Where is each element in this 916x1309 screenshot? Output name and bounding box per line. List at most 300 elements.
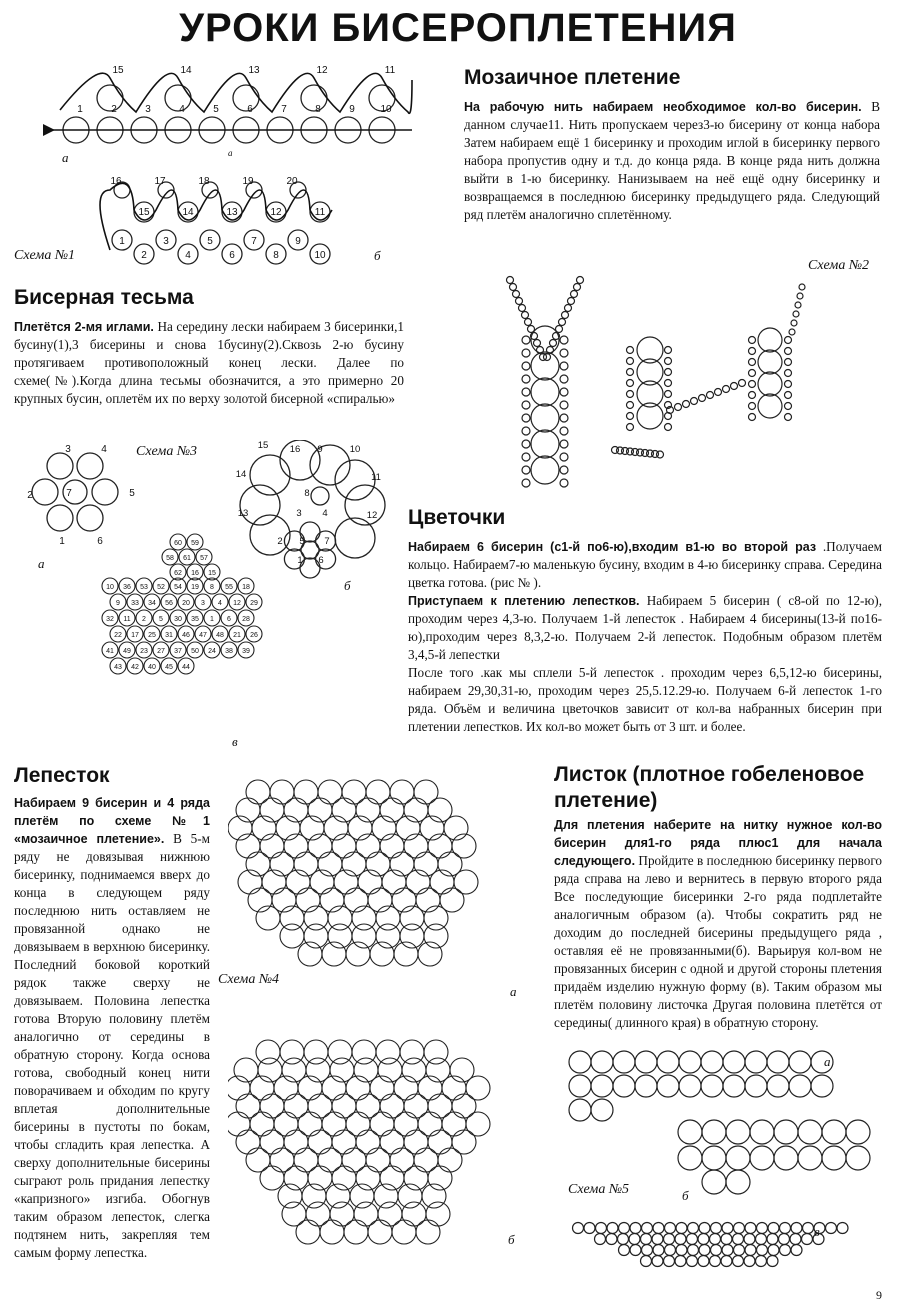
bead [560,362,568,370]
bead [335,518,375,558]
bead [522,440,530,448]
bead [722,1245,733,1256]
scheme1b-row1-number: 1 [119,236,125,247]
bead [296,1220,320,1244]
bead [233,85,259,111]
bead [560,440,568,448]
bead [726,1120,750,1144]
bead [702,1170,726,1194]
bead [531,430,559,458]
scheme3v-bead-number: 27 [157,648,165,655]
bead [653,1245,664,1256]
scheme3v-bead-number: 60 [174,540,182,547]
bead [416,1220,440,1244]
scheme3-label-a: а [38,556,45,571]
scheme3a-bead-number: 4 [101,444,107,455]
bead [785,392,792,399]
scheme1a-bead-number: 2 [111,104,117,115]
bead [688,1223,699,1234]
scheme3b-bead-number: 7 [324,536,330,547]
bead [606,1234,617,1245]
scheme3v-bead-number: 31 [165,632,173,639]
bead [665,369,672,376]
scheme3v-bead-number: 44 [182,664,190,671]
scheme1-label-a: а [62,150,69,165]
bead [522,388,530,396]
bead [657,1051,679,1073]
bead [734,1223,745,1234]
bead [531,378,559,406]
bead [653,1223,664,1234]
bead [591,1051,613,1073]
bead [571,291,578,298]
bead [698,1256,709,1267]
bead [306,1202,330,1226]
flowers-heading: Цветочки [408,506,506,529]
scheme3v-bead-number: 18 [242,584,250,591]
bead [77,505,103,531]
bead [785,370,792,377]
bead [418,1112,442,1136]
bead [785,414,792,421]
scheme1b-row2-number: 6 [229,250,235,261]
bead [710,1256,721,1267]
bead [300,558,320,578]
bead [758,372,782,396]
bead [767,1256,778,1267]
scheme1b-mid-number: 13 [226,207,238,218]
bead [510,284,517,291]
bead [641,1234,652,1245]
scheme1b-row1-number: 7 [251,236,257,247]
bead [665,380,672,387]
bead [332,1094,356,1118]
bead [426,1202,450,1226]
bead [701,1075,723,1097]
bead [798,1120,822,1144]
bead [522,312,529,319]
bead [630,1245,641,1256]
bead [789,329,795,335]
bead [404,1130,428,1154]
bead [679,1051,701,1073]
scheme3v-bead-number: 58 [166,555,174,562]
scheme5-label-a: а [824,1054,831,1069]
scheme3-diagram [20,440,400,760]
bead [683,401,690,408]
bead [77,453,103,479]
bead [560,479,568,487]
bead [560,388,568,396]
bead [250,515,290,555]
bead [591,1075,613,1097]
bead [642,1223,653,1234]
bead [424,924,448,948]
bead [767,1234,778,1245]
scheme3v-bead-number: 20 [182,600,190,607]
scheme1b-top-number: 17 [154,176,166,187]
bead [350,1184,374,1208]
scheme3v-bead-number: 28 [242,616,250,623]
bead [392,1220,416,1244]
scheme3a-bead-number: 5 [129,488,135,499]
leaf-text [554,816,882,1032]
bead [715,389,722,396]
bead [711,1223,722,1234]
bead [675,1234,686,1245]
bead [665,391,672,398]
bead [322,1112,346,1136]
bead [798,1146,822,1170]
bead [574,284,581,291]
bead [32,479,58,505]
scheme3v-bead-number: 15 [208,570,216,577]
bead [560,401,568,409]
scheme1-label-a-small: а [228,148,233,158]
bead [675,404,682,411]
bead [260,1166,284,1190]
scheme3v-bead-number: 24 [208,648,216,655]
bead [756,1234,767,1245]
bead [519,305,526,312]
bead [749,337,756,344]
leaf-body: Пройдите в последнюю бисеринку первого ряда справа на лево и вернитесь в первую второго ряда Все последующие бисеринки 2-го ряда подплетайте аналогичным образом (а). Чтобы сократить ряд не доходим до последней бисерины предыдущего ряда , оставляя её не провязанными(б). Варьируя кол-вом не провязанных бисерин с одной и другой стороны плетения придаём изделию нужную форму (в). Таким образом мы плетём половину листочка Другая половина плетётся от середины( длинного края) в обратную сторону. [554,853,882,1030]
bead [627,391,634,398]
bead [750,1146,774,1170]
bead [665,347,672,354]
scheme1b-mid-number: 12 [270,207,282,218]
scheme3b-bead-number: 2 [277,536,283,547]
scheme3v-bead-number: 9 [116,600,120,607]
mosaic-text [464,98,880,224]
bead [318,1148,342,1172]
bead [260,1094,284,1118]
bead [664,1234,675,1245]
bead [404,1166,428,1190]
scheme1a-top-number: 15 [112,65,124,76]
bead [627,413,634,420]
scheme3v-bead-number: 56 [165,600,173,607]
scheme3v-bead-number: 43 [114,664,122,671]
leaf-heading: Листок (плотное гобеленовое плетение) [554,763,865,812]
bead [428,1130,452,1154]
bead [284,1130,308,1154]
bead [522,362,530,370]
scheme3-label-v: в [232,734,238,749]
flowers-p1-bold: Набираем 6 бисерин (с1-й по6-ю),входим в1-ю во второй раз [408,540,817,554]
bead [380,1166,404,1190]
bead [569,1075,591,1097]
scheme3b-bead-number: 3 [296,508,302,519]
scheme3v-bead-number: 23 [140,648,148,655]
bead [311,487,329,505]
page-title: УРОКИ БИСЕРОПЛЕТЕНИЯ [179,6,737,50]
bead [560,349,568,357]
bead [629,1234,640,1245]
scheme3b-bead-number: 16 [289,444,301,455]
bead [560,466,568,474]
bead [768,1223,779,1234]
scheme3v-bead-number: 22 [114,632,122,639]
scheme1b-row2-number: 4 [185,250,191,261]
bead [733,1256,744,1267]
bead [826,1223,837,1234]
scheme1a-bead-number: 1 [77,104,83,115]
scheme1b-row2-number: 2 [141,250,147,261]
bead [380,1130,404,1154]
bead [789,1051,811,1073]
bead [342,1148,366,1172]
scheme3v-bead-number: 35 [191,616,199,623]
bead [342,780,366,804]
bead [595,1234,606,1245]
scheme1b-top-number: 18 [198,176,210,187]
bead [522,427,530,435]
scheme1b-row1-number: 5 [207,236,213,247]
bead [750,1120,774,1144]
scheme3v-bead-number: 29 [250,600,258,607]
scheme1b-mid-number: 11 [314,207,326,218]
bead [710,1234,721,1245]
bead [701,1051,723,1073]
scheme3a-bead-number: 7 [66,488,72,499]
bead [698,1234,709,1245]
bead [400,924,424,948]
bead [687,1234,698,1245]
bead [326,1184,350,1208]
bead [282,1202,306,1226]
bead [627,402,634,409]
scheme3v-bead-number: 26 [250,632,258,639]
scheme3v-bead-number: 40 [148,664,156,671]
bead [607,1223,618,1234]
scheme3v-bead-number: 52 [157,584,165,591]
bead [756,1256,767,1267]
bead [793,311,799,317]
bead [525,319,532,326]
bead [803,1223,814,1234]
bead [711,1245,722,1256]
bead [414,1148,438,1172]
bead [522,466,530,474]
bead [298,1112,322,1136]
bead [723,386,730,393]
scheme1a-top-number: 13 [248,65,260,76]
mosaic-body: В данном случае11. Нить пропускаем через3-ю бисерину от конца набора Затем набираем ещё 1 бисеринку и проходим иглой в бисеринку первого набора пропустив одну и т.д. до конца ряда. В конце ряда нить должна выйти в 1-ю бисеринку. Нанизываем на неё ещё одну бисеринку и возвращаемся в последнюю бисеринку предыдущего ряда. Следующий ряд плетём аналогично сплетённому. [464,99,880,222]
bead [657,451,664,458]
bead [664,1256,675,1267]
scheme3a-bead-number: 3 [65,444,71,455]
scheme1-label-b: б [374,248,381,263]
scheme3v-bead-number: 11 [123,616,131,623]
bead [466,1076,490,1100]
bead [584,1223,595,1234]
bead [791,1223,802,1234]
bead [280,924,304,948]
bead [308,1130,332,1154]
bead [822,1120,846,1144]
scheme4-label-a: а [510,984,517,999]
bead [560,375,568,383]
bead [665,1245,676,1256]
bead [374,1184,398,1208]
bead [699,1223,710,1234]
bead [531,404,559,432]
scheme5-label-v: в [814,1224,820,1239]
scheme5-caption: Схема №5 [568,1182,630,1197]
bead [304,924,328,948]
bead [699,395,706,402]
scheme1b-top-number: 16 [110,176,122,187]
scheme3v-bead-number: 45 [165,664,173,671]
mosaic-bold: На рабочую нить набираем необходимое кол-во бисерин. [464,100,862,114]
scheme3v-bead-number: 61 [183,555,191,562]
bead [767,1075,789,1097]
bead [320,1220,344,1244]
bead [678,1120,702,1144]
bead [394,1112,418,1136]
bead [785,381,792,388]
scheme3v-bead-number: 17 [131,632,139,639]
scheme3v-bead-number: 12 [233,600,241,607]
bead [414,780,438,804]
bead [846,1146,870,1170]
bead [318,780,342,804]
bead [591,1099,613,1121]
scheme3v-bead-number: 46 [182,632,190,639]
tesma-bold: Плетётся 2-мя иглами. [14,320,154,334]
bead [402,1202,426,1226]
bead [745,1051,767,1073]
bead [757,1223,768,1234]
scheme3b-bead-number: 6 [318,555,324,566]
bead [165,85,191,111]
scheme4-diagram [228,762,548,1292]
bead [731,383,738,390]
bead [47,453,73,479]
scheme3v-bead-number: 42 [131,664,139,671]
bead [376,924,400,948]
bead [749,414,756,421]
bead [550,340,557,347]
bead [702,1146,726,1170]
bead [635,1051,657,1073]
scheme3v-bead-number: 57 [200,555,208,562]
scheme1a-bead-number: 9 [349,104,355,115]
bead [665,358,672,365]
bead [522,453,530,461]
bead [562,312,569,319]
bead [390,1148,414,1172]
bead [627,424,634,431]
bead [758,394,782,418]
bead [380,1094,404,1118]
bead [785,359,792,366]
bead [390,780,414,804]
bead [366,780,390,804]
scheme1b-row1-number: 9 [295,236,301,247]
scheme1a-bead-number: 6 [247,104,253,115]
scheme1-diagram [40,60,440,270]
bead [791,1245,802,1256]
scheme3v-bead-number: 37 [174,648,182,655]
scheme3v-bead-number: 25 [148,632,156,639]
petal-text [14,794,210,1262]
bead [619,1223,630,1234]
scheme3b-bead-number: 9 [317,444,323,455]
bead [404,1094,428,1118]
scheme3a-bead-number: 2 [27,490,33,501]
bead [560,453,568,461]
bead [236,1094,260,1118]
bead [344,1220,368,1244]
scheme3b-bead-number: 4 [322,508,328,519]
bead [346,1112,370,1136]
scheme4-caption: Схема №4 [218,972,280,987]
scheme3v-bead-number: 50 [191,648,199,655]
bead [745,1245,756,1256]
mosaic-heading: Мозаичное плетение [464,66,681,89]
bead [768,1245,779,1256]
bead [739,380,746,387]
scheme5-diagram [560,1040,890,1290]
scheme3b-bead-number: 12 [366,510,378,521]
bead [733,1234,744,1245]
bead [676,1223,687,1234]
petal-body: В 5-м ряду не довязывая нижнюю бисеринку, поднимаемся вверх до конца в следующем ряду последнюю нить оставляем не провязанной однако не довязываем в верхнюю бисеринку. Последний боковой короткий рядок также сверху не довязываем. Половина лепестка готова Вторую половину плетём аналогично от середины в обратную сторону. Когда основа готова, свободный конец нити поворачиваем и обходим по кругу вплетая дополнительные бисерины в пустоты по бокам, чтобы сгладить края лепестка. А сверху дополнительные бисерины сыграют роль придания лепестку «капризного» изгиба. Обогнув таким образом лепесток, слегка подтянем нить, закрепляя тем самым форму лепестка. [14,831,210,1260]
scheme3b-bead-number: 10 [349,444,361,455]
bead [516,298,523,305]
bead [332,1166,356,1190]
scheme3v-bead-number: 5 [159,616,163,623]
scheme3b-bead-number: 11 [371,472,381,483]
scheme3v-bead-number: 6 [227,616,231,623]
scheme1a-bead-number: 5 [213,104,219,115]
bead [577,277,584,284]
bead [679,1075,701,1097]
bead [346,942,370,966]
scheme1b-top-number: 19 [242,176,254,187]
scheme3v-bead-number: 3 [201,600,205,607]
scheme3v-bead-number: 8 [210,584,214,591]
scheme4-label-b: б [508,1232,515,1247]
bead [228,1112,250,1136]
bead [356,1130,380,1154]
scheme3v-bead-number: 4 [218,600,222,607]
bead [726,1170,750,1194]
bead [691,398,698,405]
scheme3v-bead-number: 16 [191,570,199,577]
bead [534,340,541,347]
bead [310,445,350,485]
bead [356,1094,380,1118]
bead [368,1220,392,1244]
bead [352,924,376,948]
bead [613,1051,635,1073]
scheme3v-bead-number: 32 [106,616,114,623]
bead [596,1223,607,1234]
bead [652,1256,663,1267]
scheme2-diagram [490,240,820,510]
bead [322,942,346,966]
scheme1a-top-number: 12 [316,65,328,76]
bead [260,1130,284,1154]
bead [774,1146,798,1170]
bead [657,1075,679,1097]
scheme3v-bead-number: 47 [199,632,207,639]
bead [627,347,634,354]
bead [811,1075,833,1097]
